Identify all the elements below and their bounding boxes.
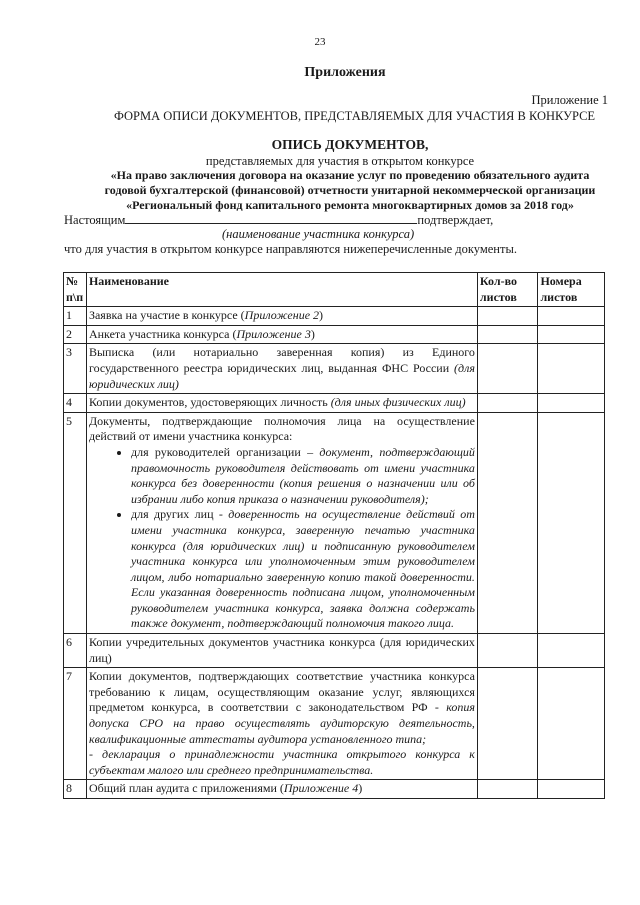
sheet-count-cell[interactable] [477,344,538,394]
documents-table [63,272,605,799]
participant-name-blank[interactable] [125,212,417,224]
table-row [64,394,605,413]
row-name: Заявка на участие в конкурсе (Приложение 2) [86,307,477,326]
row-number: 7 [64,668,87,780]
sheet-numbers-cell[interactable] [538,325,605,344]
participant-line [64,212,493,228]
table-row [64,412,605,633]
sheet-numbers-cell[interactable] [538,634,605,668]
header-name: Наименование [86,273,477,307]
participant-hint: (наименование участника конкурса) [222,227,415,241]
table-row [64,668,605,780]
table-row [64,344,605,394]
sheet-count-cell[interactable] [477,634,538,668]
sheet-count-cell[interactable] [477,668,538,780]
row-name: Копии документов, подтверждающих соответствие участника конкурса требованию к лицам, осуществляющим оказание услуг, являющихся предметом конкурса, в соответствии с законодательством РФ - копия допуска СРО на право осуществлять аудиторскую деятельность, квалификационные аттестаты аудитора установленного типа; - декларация о принадлежности участника открытого конкурса к субъектам малого или среднего предпринимательства. [86,668,477,780]
form-title: ФОРМА ОПИСИ ДОКУМЕНТОВ, ПРЕДСТАВЛЯЕМЫХ ДЛЯ УЧАСТИЯ В КОНКУРСЕ [114,109,596,123]
sheet-numbers-cell[interactable] [538,307,605,326]
list-item: • для руководителей организации – документ, подтверждающий правомочность руководителя действовать от имени участника конкурса без доверенности (копия решения о назначении или об избрании либо копия приказа о назначении руководителя); [131,445,475,507]
row-number: 8 [64,780,87,799]
subject-line-1: «На право заключения договора на оказание услуг по проведению обязательного аудита [110,168,590,182]
podtverzhdaet-label: подтверждает, [417,213,494,227]
sheet-numbers-cell[interactable] [538,412,605,633]
header-num: № п\п [64,273,87,307]
table-header-row [64,273,605,307]
statement-line: что для участия в открытом конкурсе направляются нижеперечисленные документы. [64,242,517,256]
sheet-count-cell[interactable] [477,780,538,799]
sheet-count-cell[interactable] [477,325,538,344]
row-number: 6 [64,634,87,668]
sheet-numbers-cell[interactable] [538,668,605,780]
sheet-numbers-cell[interactable] [538,394,605,413]
table-row [64,780,605,799]
subject-line-2: годовой бухгалтерской (финансовой) отчетности унитарной некоммерческой организации [104,183,596,197]
sheet-numbers-cell[interactable] [538,344,605,394]
row-name: Анкета участника конкурса (Приложение 3) [86,325,477,344]
subject-line-3: «Региональный фонд капитального ремонта многоквартирных домов за 2018 год» [126,198,574,212]
table-row [64,634,605,668]
row-number: 5 [64,412,87,633]
sheet-numbers-cell[interactable] [538,780,605,799]
table-row [64,325,605,344]
list-item: • для других лиц - доверенность на осуществление действий от имени участника конкурса, заверенную печатью участника конкурса (для юридических лиц) и подписанную руководителем участника конкурса или уполномоченным этим руководителем лицом, либо нотариально заверенную копию такой доверенности. Если указанная доверенность подписана лицом, уполномоченным руководителем участника конкурса, заявка должна содержать также документ, подтверждающий полномочия такого лица. [131,507,475,632]
sheet-count-cell[interactable] [477,307,538,326]
row-number: 2 [64,325,87,344]
nastoyashchim-label: Настоящим [64,213,126,227]
row-name: Документы, подтверждающие полномочия лица на осуществление действий от имени участника конкурса: • для руководителей организации – документ, подтверждающий правомочность руководителя действовать от имени участника конкурса без доверенности (копия решения о назначении или об избрании либо копия приказа о назначении руководителя); • для других лиц - доверенность на осуществление действий от имени участника конкурса, заверенную печатью участника конкурса (для юридических лиц) и подписанную руководителем участника конкурса или уполномоченным этим руководителем лицом, либо нотариально заверенную копию такой доверенности. Если указанная доверенность подписана лицом, уполномоченным руководителем участника конкурса, заявка должна содержать также документ, подтверждающий полномочия такого лица. [86,412,477,633]
row-name: Выписка (или нотариально заверенная копия) из Единого государственного реестра юридических лиц, выданная ФНС России (для юридических лиц) [86,344,477,394]
opis-subtitle: представляемых для участия в открытом конкурсе [205,154,475,168]
appendix-number: Приложение 1 [531,93,608,107]
page-number: 23 [314,36,326,48]
header-pages: Номера листов [538,273,605,307]
appendix-heading: Приложения [304,65,386,80]
row-name: Копии документов, удостоверяющих личность (для иных физических лиц) [86,394,477,413]
table-row [64,307,605,326]
authority-bullets [89,445,475,632]
row-name: Копии учредительных документов участника конкурса (для юридических лиц) [86,634,477,668]
row-name: Общий план аудита с приложениями (Приложение 4) [86,780,477,799]
sheet-count-cell[interactable] [477,412,538,633]
sheet-count-cell[interactable] [477,394,538,413]
row-number: 1 [64,307,87,326]
row-number: 4 [64,394,87,413]
header-count: Кол-во листов [477,273,538,307]
row-number: 3 [64,344,87,394]
opis-title: ОПИСЬ ДОКУМЕНТОВ, [271,137,429,152]
